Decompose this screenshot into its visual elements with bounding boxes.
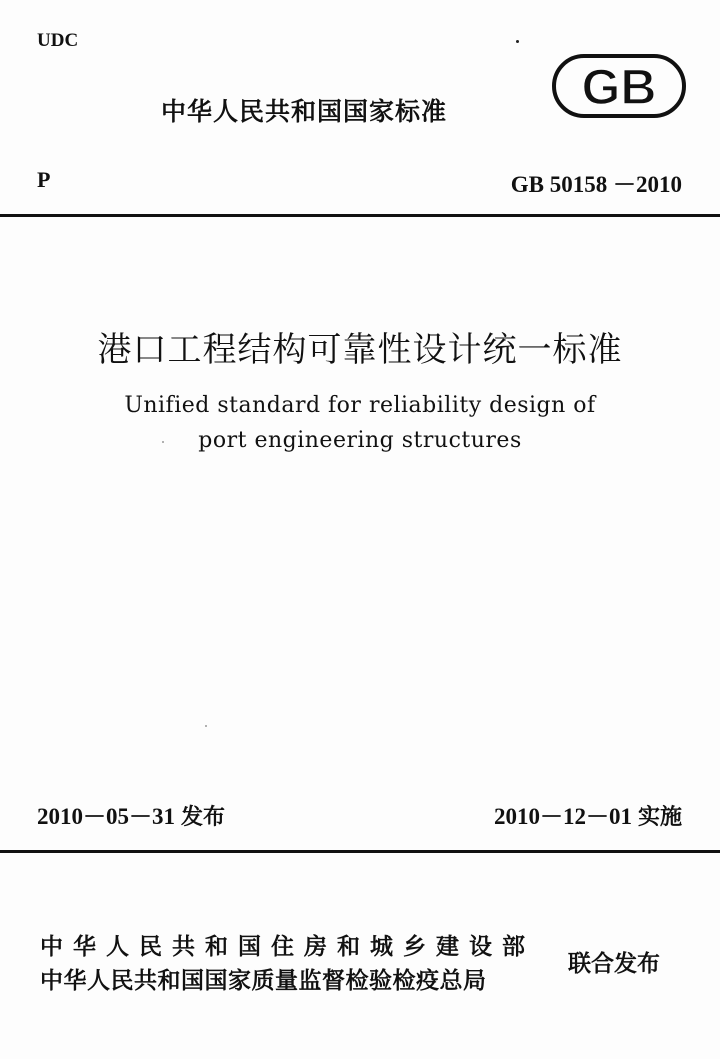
category-code: P — [37, 167, 51, 192]
top-divider — [0, 214, 720, 217]
joint-issue-label: 联合发布 — [568, 951, 660, 977]
publish-date: 2010－05－31 — [37, 804, 175, 829]
speck-mark — [162, 441, 164, 443]
title-english-line2: port engineering structures — [198, 428, 522, 453]
title-english-line1: Unified standard for reliability design of — [124, 393, 596, 418]
effective-label: 实施 — [637, 805, 682, 830]
speck-mark — [205, 725, 207, 727]
gb-logo-text: GB — [581, 59, 657, 115]
speck-mark — [516, 40, 519, 43]
title-chinese: 港口工程结构可靠性设计统一标准 — [97, 330, 623, 370]
effective-date: 2010－12－01 — [493, 804, 632, 829]
bottom-divider — [0, 850, 720, 853]
publish-info — [37, 798, 225, 831]
udc-label: UDC — [37, 30, 79, 51]
national-standard-heading: 中华人民共和国国家标准 — [161, 97, 448, 126]
issuer-ministry: 中华人民共和国住房和城乡建设部 — [40, 934, 535, 960]
issuer-aqsiq: 中华人民共和国国家质量监督检验检疫总局 — [40, 968, 487, 994]
gb-logo — [552, 54, 686, 118]
publish-label: 发布 — [181, 805, 226, 830]
standard-code: GB 50158 －2010 — [510, 172, 682, 197]
effective-info — [494, 798, 682, 831]
gb-logo-mark — [552, 54, 686, 118]
